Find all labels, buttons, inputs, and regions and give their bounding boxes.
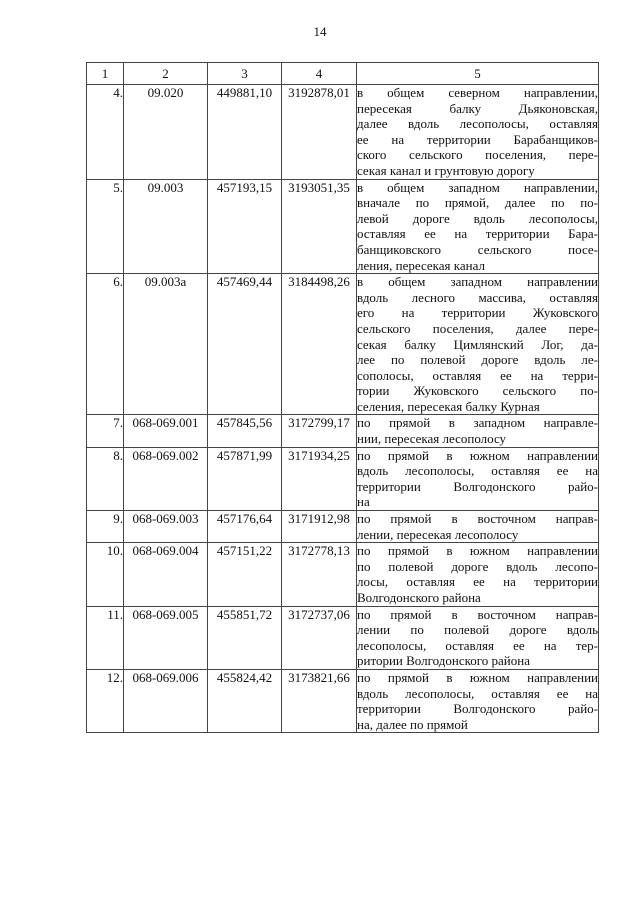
description-line: вдоль лесополосы, оставляя ее на (357, 685, 598, 701)
description-line: лее по полевой дороге вдоль ле- (357, 352, 598, 368)
description-line: по прямой в южном направлении (357, 447, 598, 463)
description-line: по прямой в южном направлении (357, 669, 598, 685)
point-code: 09.003а (124, 274, 208, 415)
coordinate-y: 3192878,01 (282, 85, 357, 180)
table-row (87, 669, 599, 732)
description-line: территории Волгодонского райо- (357, 701, 598, 717)
table-row (87, 179, 599, 274)
row-number: 6. (87, 274, 124, 415)
description-line: на, далее по прямой (357, 716, 468, 732)
description-line: по прямой в восточном направ- (357, 511, 598, 527)
route-description (357, 415, 599, 447)
description-line: Волгодонского района (357, 590, 481, 605)
table-row (87, 511, 599, 543)
description-line: секая балку Цимлянский Лог, да- (357, 336, 598, 352)
route-description (357, 543, 599, 606)
table-row (87, 447, 599, 510)
row-number: 11. (87, 606, 124, 669)
description-line: левой дороге вдоль лесополосы, (357, 210, 598, 226)
description-line: селения, пересекая балку Курная (357, 398, 540, 414)
description-line: в общем западном направлении, (357, 179, 598, 195)
route-description (357, 85, 599, 180)
coordinate-y: 3172799,17 (282, 415, 357, 447)
description-line: тории Жуковского сельского по- (357, 383, 598, 399)
coordinate-y: 3172778,13 (282, 543, 357, 606)
description-line: банщиковского сельского посе- (357, 241, 598, 257)
description-line: лосы, оставляя ее на территории (357, 574, 598, 590)
table-row (87, 543, 599, 606)
coordinates-table (86, 62, 599, 733)
row-number: 5. (87, 179, 124, 274)
description-line: ритории Волгодонского района (357, 653, 530, 669)
description-line: ского сельского поселения, пере- (357, 147, 598, 163)
header-cell-number: 1 (87, 63, 124, 85)
description-line: лении, пересекая лесополосу (357, 526, 519, 542)
table-row (87, 85, 599, 180)
description-line: сельского поселения, далее пере- (357, 320, 598, 336)
coordinate-y: 3172737,06 (282, 606, 357, 669)
route-description (357, 511, 599, 543)
description-line: в общем западном направлении (357, 274, 598, 290)
description-line: вдоль лесополосы, оставляя ее на (357, 463, 598, 479)
point-code: 068-069.004 (124, 543, 208, 606)
coordinate-x: 457845,56 (208, 415, 282, 447)
point-code: 068-069.005 (124, 606, 208, 669)
row-number: 8. (87, 447, 124, 510)
table-header-row (87, 63, 599, 85)
coordinate-x: 457176,64 (208, 511, 282, 543)
page-number: 14 (313, 24, 327, 39)
coordinate-x: 449881,10 (208, 85, 282, 180)
coordinate-y: 3171912,98 (282, 511, 357, 543)
description-line: вдоль лесного массива, оставляя (357, 289, 598, 305)
coordinate-y: 3193051,35 (282, 179, 357, 274)
point-code: 09.020 (124, 85, 208, 180)
description-line: оставляя ее на территории Бара- (357, 226, 598, 242)
table-row (87, 415, 599, 447)
description-line: в общем северном направлении, (357, 85, 598, 100)
coordinate-x: 457871,99 (208, 447, 282, 510)
coordinate-x: 457469,44 (208, 274, 282, 415)
point-code: 068-069.001 (124, 415, 208, 447)
description-line: вначале по прямой, далее по по- (357, 195, 598, 211)
route-description (357, 447, 599, 510)
description-line: лесополосы, оставляя ее на тер- (357, 637, 598, 653)
description-line: на (357, 494, 370, 510)
header-cell-x: 3 (208, 63, 282, 85)
table-body (87, 85, 599, 733)
point-code: 068-069.006 (124, 669, 208, 732)
coordinate-x: 457193,15 (208, 179, 282, 274)
description-line: по прямой в южном направлении (357, 543, 598, 559)
table-row (87, 606, 599, 669)
route-description (357, 274, 599, 415)
description-line: лении по полевой дороге вдоль (357, 622, 598, 638)
route-description (357, 606, 599, 669)
row-number: 9. (87, 511, 124, 543)
coordinate-x: 457151,22 (208, 543, 282, 606)
coordinate-y: 3173821,66 (282, 669, 357, 732)
description-line: по прямой в восточном направ- (357, 606, 598, 622)
description-line: сополосы, оставляя ее на терри- (357, 367, 598, 383)
description-line: по прямой в западном направле- (357, 415, 598, 431)
row-number: 10. (87, 543, 124, 606)
header-cell-y: 4 (282, 63, 357, 85)
route-description (357, 179, 599, 274)
row-number: 12. (87, 669, 124, 732)
point-code: 068-069.003 (124, 511, 208, 543)
coordinate-x: 455851,72 (208, 606, 282, 669)
table-row (87, 274, 599, 415)
description-line: секая канал и грунтовую дорогу (357, 162, 535, 178)
description-line: по полевой дороге вдоль лесопо- (357, 558, 598, 574)
route-description (357, 669, 599, 732)
row-number: 7. (87, 415, 124, 447)
point-code: 068-069.002 (124, 447, 208, 510)
description-line: ления, пересекая канал (357, 257, 486, 273)
description-line: нии, пересекая лесополосу (357, 431, 507, 447)
header-cell-point-code: 2 (124, 63, 208, 85)
coordinate-y: 3171934,25 (282, 447, 357, 510)
header-cell-description: 5 (357, 63, 599, 85)
point-code: 09.003 (124, 179, 208, 274)
row-number: 4. (87, 85, 124, 180)
description-line: его на территории Жуковского (357, 305, 598, 321)
coordinate-x: 455824,42 (208, 669, 282, 732)
coordinate-y: 3184498,26 (282, 274, 357, 415)
description-line: далее вдоль лесополосы, оставляя (357, 116, 598, 132)
description-line: территории Волгодонского райо- (357, 478, 598, 494)
description-line: ее на территории Барабанщиков- (357, 131, 598, 147)
description-line: пересекая балку Дьяконовская, (357, 100, 598, 116)
